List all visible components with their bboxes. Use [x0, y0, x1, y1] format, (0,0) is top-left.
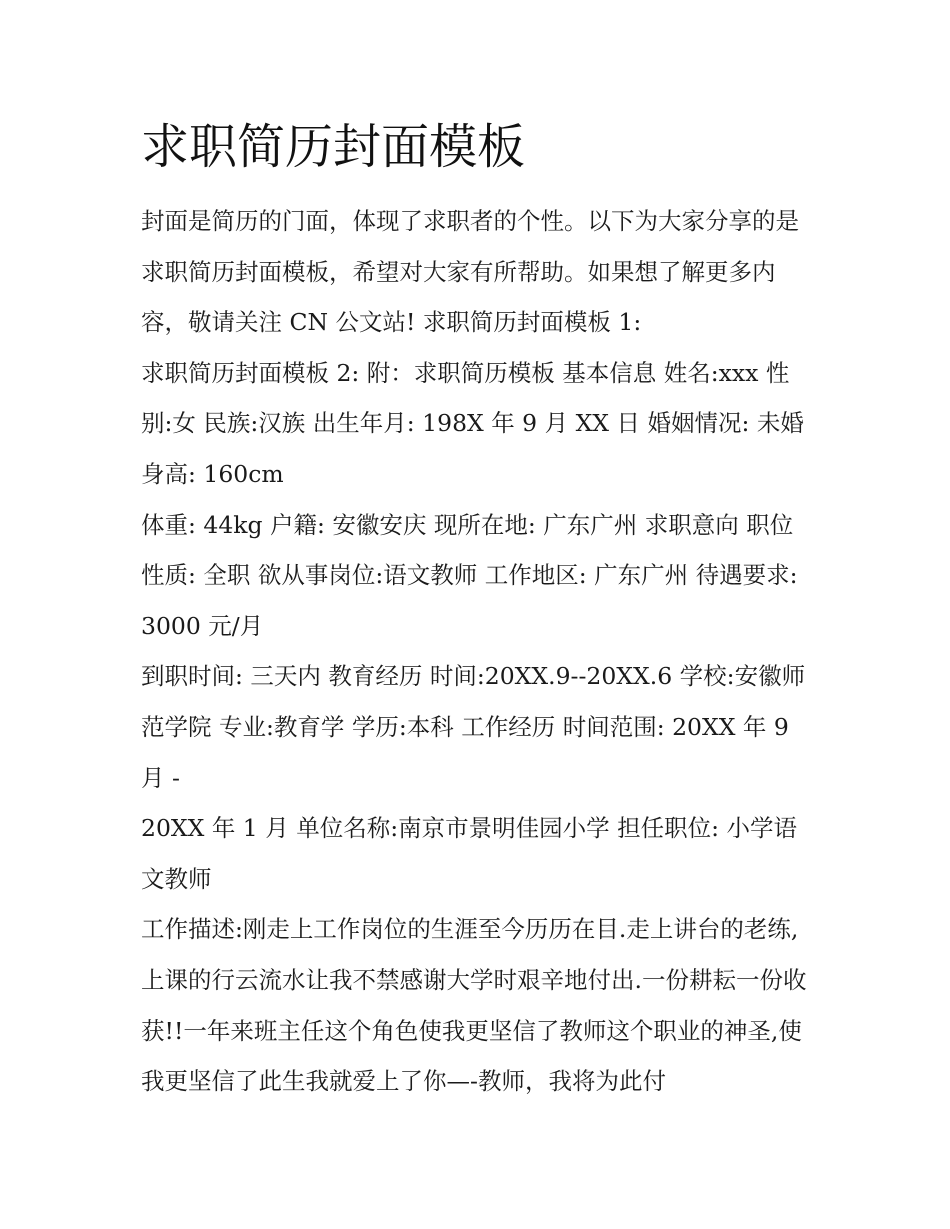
document-title: 求职简历封面模板	[141, 119, 526, 175]
work-description-paragraph: 工作描述:刚走上工作岗位的生涯至今历历在目.走上讲台的老练,上课的行云流水让我不禁感谢大学时艰辛地付出.一份耕耘一份收获!!一年来班主任这个角色使我更坚信了教师这个职业的神圣,使我更坚信了此生我就爱上了你—-教师，我将为此付	[141, 915, 807, 1096]
job-intention-paragraph: 体重: 44kg 户籍: 安徽安庆 现所在地: 广东广州 求职意向 职位性质: 全职 欲从事岗位:语文教师 工作地区: 广东广州 待遇要求: 3000 元/月	[141, 510, 798, 640]
basic-info-paragraph: 求职简历封面模板 2: 附：求职简历模板 基本信息 姓名:xxx 性别:女 民族:汉族 出生年月: 198X 年 9 月 XX 日 婚姻情况: 未婚 身高: 160cm	[141, 358, 804, 488]
work-history-paragraph: 20XX 年 1 月 单位名称:南京市景明佳园小学 担任职位: 小学语文教师	[141, 814, 797, 893]
education-paragraph: 到职时间: 三天内 教育经历 时间:20XX.9--20XX.6 学校:安徽师范学院 专业:教育学 学历:本科 工作经历 时间范围: 20XX 年 9 月 -	[141, 662, 806, 792]
intro-paragraph: 封面是简历的门面，体现了求职者的个性。以下为大家分享的是求职简历封面模板，希望对大家有所帮助。如果想了解更多内容，敬请关注 CN 公文站! 求职简历封面模板 1:	[141, 207, 799, 337]
document-body	[141, 196, 813, 1107]
